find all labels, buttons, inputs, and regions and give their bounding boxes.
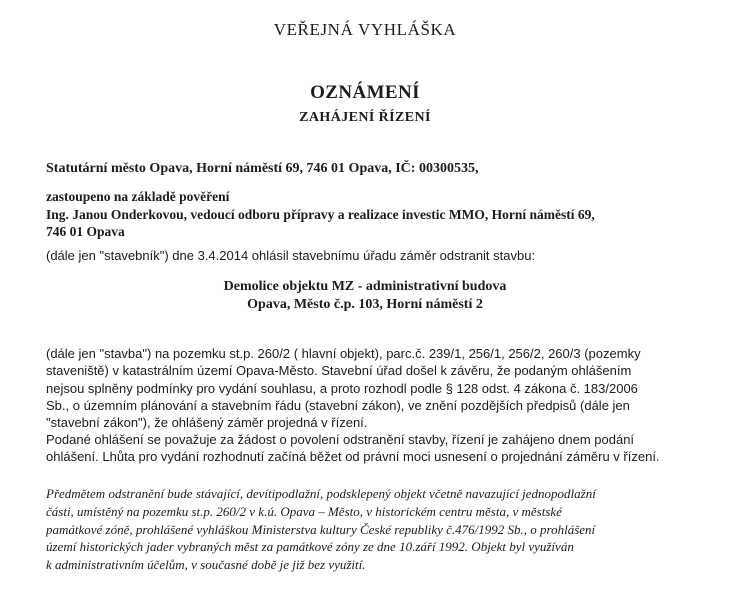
paragraph-line: části, umístěný na pozemku st.p. 260/2 v k.ú. Opava – Město, v historickém centru města, v městské (46, 503, 562, 519)
representative-line: Ing. Janou Onderkovou, vedoucí odboru přípravy a realizace investic MMO, Horní náměstí 69, (46, 206, 595, 222)
decision-paragraph (46, 345, 696, 431)
paragraph-line: Předmětem odstranění bude stávající, devítipodlažní, podsklepený objekt včetně navazující jednopodlažní (46, 486, 596, 501)
paragraph-line: staveniště) v katastrálním území Opava-Město. Stavební úřad došel k závěru, že podaným ohlášením (46, 363, 632, 379)
notice-line: (dále jen "stavebník") dne 3.4.2014 ohlásil stavebnímu úřadu záměr odstranit stavbu: (46, 248, 536, 263)
document-title: VEŘEJNÁ VYHLÁŠKA (273, 20, 457, 39)
paragraph-line: ohlášení. Lhůta pro vydání rozhodnutí začíná běžet od právní moci usnesení o projednání záměru v řízení. (46, 449, 660, 465)
paragraph-line: nejsou splněny podmínky pro vydání souhlasu, a proto rozhodl podle § 128 odst. 4 zákona č. 183/2006 (46, 380, 638, 396)
paragraph-line: památkové zóně, prohlášené vyhláškou Ministerstva kultury České republiky č.476/1992 Sb., o prohlášení (46, 521, 596, 537)
applicant-line: Statutární město Opava, Horní náměstí 69, 746 01 Opava, IČ: 00300535, (46, 161, 479, 176)
paragraph-line: Podané ohlášení se považuje za žádost o povolení odstranění stavby, řízení je zahájeno dnem podání (46, 432, 635, 447)
paragraph-line: k administrativním účelům, v současné době je již bez využití. (46, 557, 366, 573)
document-heading: OZNÁMENÍ (310, 82, 420, 103)
building-address: Opava, Město č.p. 103, Horní náměstí 2 (247, 297, 483, 312)
document-subheading: ZAHÁJENÍ ŘÍZENÍ (299, 110, 431, 125)
representative-block (46, 188, 696, 241)
subject-paragraph (46, 485, 696, 574)
paragraph-line: (dále jen "stavba") na pozemku st.p. 260/2 ( hlavní objekt), parc.č. 239/1, 256/1, 256/2, 260/3 (pozemky (46, 346, 641, 361)
paragraph-line: území historických jader vybraných měst za památkové zóny ze dne 10.září 1992. Objekt byl využíván (46, 539, 574, 555)
building-name: Demolice objektu MZ - administrativní budova (223, 279, 507, 294)
building-block (0, 278, 730, 314)
representative-line: 746 01 Opava (46, 224, 125, 239)
paragraph-line: "stavební zákon"), že ohlášený záměr projedná v řízení. (46, 415, 368, 431)
paragraph-line: Sb., o územním plánování a stavebním řádu (stavební zákon), ve znění pozdějších předpisů (dále jen (46, 397, 630, 413)
representative-line: zastoupeno na základě pověření (46, 189, 230, 204)
procedure-paragraph (46, 431, 696, 466)
